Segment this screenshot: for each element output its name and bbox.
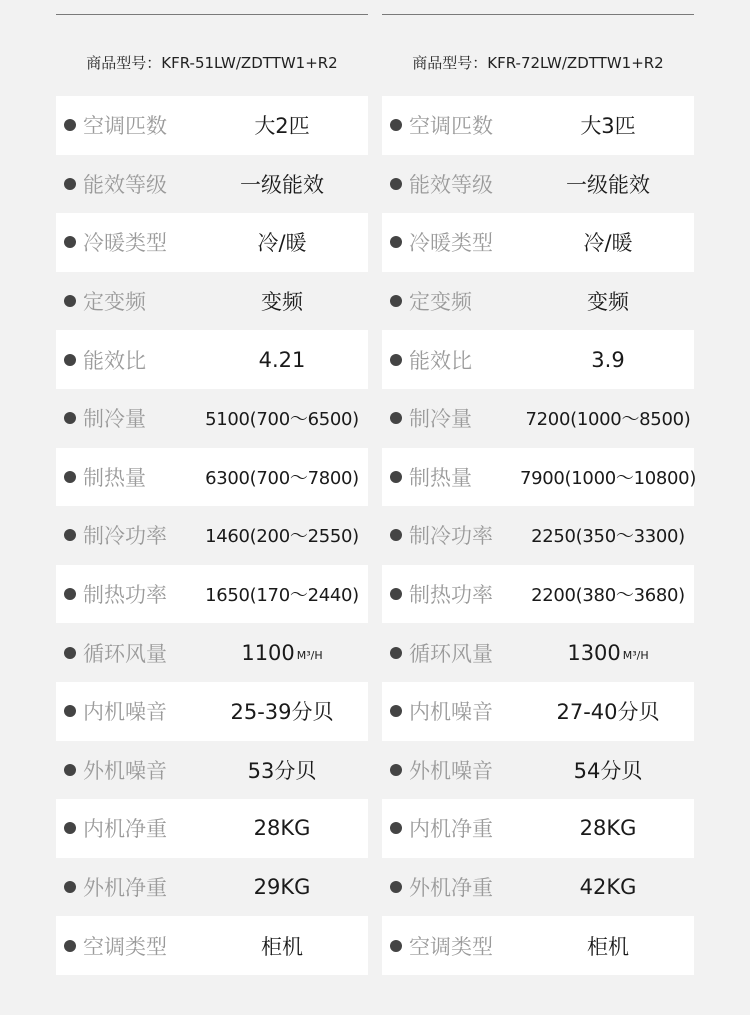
- spec-label: 内机噪音: [83, 700, 167, 725]
- spec-row: [382, 330, 694, 389]
- model-label: 商品型号：: [86, 54, 162, 72]
- spec-label: 空调类型: [409, 934, 493, 959]
- bullet-icon: [64, 588, 76, 600]
- bullet-icon: [64, 178, 76, 190]
- bullet-icon: [390, 529, 402, 541]
- spec-label: 冷暖类型: [83, 231, 167, 256]
- spec-label: 制热量: [83, 465, 146, 490]
- spec-row: [382, 96, 694, 155]
- spec-label: 制热量: [409, 465, 472, 490]
- spec-row: [56, 565, 368, 624]
- bullet-icon: [390, 236, 402, 248]
- spec-label: 制热功率: [83, 583, 167, 608]
- spec-value-text: 1460(200～2550): [205, 526, 359, 548]
- spec-value: [522, 916, 694, 975]
- spec-row: [56, 916, 368, 975]
- spec-value: [522, 506, 694, 565]
- bullet-icon: [64, 412, 76, 424]
- spec-row: [382, 155, 694, 214]
- spec-value-text: 28KG: [579, 816, 637, 841]
- spec-row: [382, 565, 694, 624]
- bullet-icon: [64, 236, 76, 248]
- spec-value: [522, 858, 694, 917]
- spec-value: [196, 389, 368, 448]
- spec-value: [196, 96, 368, 155]
- divider: [56, 14, 368, 15]
- bullet-icon: [64, 940, 76, 952]
- spec-value-text: 7900(1000～10800): [519, 467, 697, 489]
- spec-label: 空调匹数: [83, 114, 167, 139]
- bullet-icon: [64, 647, 76, 659]
- spec-label: 能效等级: [83, 172, 167, 197]
- bullet-icon: [390, 647, 402, 659]
- spec-label: 空调匹数: [409, 114, 493, 139]
- bullet-icon: [390, 940, 402, 952]
- spec-row: [56, 330, 368, 389]
- spec-row: [56, 858, 368, 917]
- spec-label: 制冷功率: [83, 524, 167, 549]
- spec-value: [522, 741, 694, 800]
- spec-label: 循环风量: [83, 641, 167, 666]
- spec-value: [196, 565, 368, 624]
- bullet-icon: [390, 471, 402, 483]
- bullet-icon: [390, 705, 402, 717]
- spec-label: 定变频: [409, 290, 472, 315]
- spec-value-text: 2250(350～3300): [531, 526, 685, 548]
- divider: [382, 14, 694, 15]
- spec-value-text: 3.9: [591, 347, 625, 372]
- spec-row: [56, 799, 368, 858]
- spec-value-text: 大3匹: [580, 114, 636, 139]
- spec-value-text: 42KG: [579, 875, 637, 900]
- model-title: [56, 52, 368, 73]
- spec-row: [382, 916, 694, 975]
- spec-row: [56, 96, 368, 155]
- spec-label: 空调类型: [83, 934, 167, 959]
- bullet-icon: [64, 764, 76, 776]
- spec-label: 外机净重: [83, 876, 167, 901]
- spec-value: [196, 155, 368, 214]
- spec-row: [56, 623, 368, 682]
- bullet-icon: [390, 295, 402, 307]
- spec-table: [382, 96, 697, 975]
- spec-value-text: 27-40分贝: [556, 700, 660, 725]
- spec-unit: M³/H: [622, 649, 649, 663]
- spec-row: [382, 741, 694, 800]
- spec-row: [56, 272, 368, 331]
- bullet-icon: [64, 529, 76, 541]
- spec-value-text: 柜机: [261, 934, 303, 959]
- spec-value-text: 5100(700～6500): [205, 409, 359, 431]
- bullet-icon: [390, 354, 402, 366]
- bullet-icon: [64, 822, 76, 834]
- bullet-icon: [390, 764, 402, 776]
- spec-value: [519, 448, 697, 507]
- spec-table: [56, 96, 368, 975]
- bullet-icon: [390, 881, 402, 893]
- bullet-icon: [64, 881, 76, 893]
- spec-value-text: 一级能效: [566, 172, 650, 197]
- spec-row: [382, 448, 697, 507]
- spec-value-text: 54分贝: [573, 758, 643, 783]
- spec-value: [522, 623, 694, 682]
- spec-label: 外机噪音: [409, 758, 493, 783]
- spec-label: 内机净重: [83, 817, 167, 842]
- spec-value: [522, 96, 694, 155]
- spec-label: 制冷量: [409, 407, 472, 432]
- spec-label: 能效比: [83, 348, 146, 373]
- spec-label: 内机净重: [409, 817, 493, 842]
- spec-value-text: 变频: [587, 290, 629, 315]
- spec-value-text: 一级能效: [240, 172, 324, 197]
- spec-value-text: 1100: [241, 640, 295, 665]
- spec-row: [382, 799, 694, 858]
- spec-row: [56, 506, 368, 565]
- spec-label: 制冷功率: [409, 524, 493, 549]
- spec-value: [522, 155, 694, 214]
- spec-row: [56, 448, 368, 507]
- spec-value-text: 7200(1000～8500): [525, 409, 691, 431]
- spec-row: [382, 389, 694, 448]
- spec-row: [56, 389, 368, 448]
- spec-value: [522, 682, 694, 741]
- spec-value: [196, 682, 368, 741]
- spec-label: 冷暖类型: [409, 231, 493, 256]
- spec-value: [522, 389, 694, 448]
- spec-row: [56, 682, 368, 741]
- model-number: KFR-51LW/ZDTTW1+R2: [161, 54, 338, 72]
- spec-value: [196, 213, 368, 272]
- spec-row: [382, 623, 694, 682]
- spec-value: [196, 448, 368, 507]
- spec-row: [56, 741, 368, 800]
- model-label: 商品型号：: [412, 54, 488, 72]
- spec-value-text: 变频: [261, 290, 303, 315]
- spec-value-text: 29KG: [253, 875, 311, 900]
- spec-value: [522, 799, 694, 858]
- bullet-icon: [64, 705, 76, 717]
- spec-value-text: 冷/暖: [257, 231, 307, 256]
- spec-value: [522, 565, 694, 624]
- spec-label: 内机噪音: [409, 700, 493, 725]
- bullet-icon: [64, 295, 76, 307]
- spec-row: [382, 682, 694, 741]
- spec-label: 定变频: [83, 290, 146, 315]
- spec-label: 循环风量: [409, 641, 493, 666]
- spec-label: 能效等级: [409, 172, 493, 197]
- bullet-icon: [390, 588, 402, 600]
- spec-row: [382, 272, 694, 331]
- spec-value: [522, 213, 694, 272]
- spec-unit: M³/H: [296, 649, 323, 663]
- spec-value: [196, 330, 368, 389]
- spec-value-text: 大2匹: [254, 114, 310, 139]
- spec-value: [196, 741, 368, 800]
- spec-row: [382, 213, 694, 272]
- spec-label: 外机净重: [409, 876, 493, 901]
- spec-value-text: 1650(170～2440): [205, 585, 359, 607]
- spec-value: [196, 916, 368, 975]
- spec-value: [522, 330, 694, 389]
- spec-value: [196, 799, 368, 858]
- spec-value-text: 1300: [567, 640, 621, 665]
- spec-value-text: 53分贝: [247, 758, 317, 783]
- spec-value: [196, 272, 368, 331]
- model-title: [382, 52, 694, 73]
- spec-value-text: 6300(700～7800): [205, 467, 359, 489]
- spec-value-text: 4.21: [258, 347, 306, 372]
- bullet-icon: [390, 119, 402, 131]
- spec-value: [522, 272, 694, 331]
- spec-row: [382, 858, 694, 917]
- bullet-icon: [390, 822, 402, 834]
- bullet-icon: [390, 178, 402, 190]
- spec-value-text: 25-39分贝: [230, 700, 334, 725]
- model-number: KFR-72LW/ZDTTW1+R2: [487, 54, 664, 72]
- bullet-icon: [64, 471, 76, 483]
- spec-value: [196, 623, 368, 682]
- spec-value-text: 冷/暖: [583, 231, 633, 256]
- spec-value-text: 2200(380～3680): [531, 585, 685, 607]
- spec-value-text: 28KG: [253, 816, 311, 841]
- spec-row: [56, 155, 368, 214]
- bullet-icon: [64, 354, 76, 366]
- spec-value: [196, 506, 368, 565]
- bullet-icon: [390, 412, 402, 424]
- spec-label: 制热功率: [409, 583, 493, 608]
- spec-value: [196, 858, 368, 917]
- spec-label: 外机噪音: [83, 758, 167, 783]
- spec-value-text: 柜机: [587, 934, 629, 959]
- spec-label: 能效比: [409, 348, 472, 373]
- spec-row: [382, 506, 694, 565]
- spec-row: [56, 213, 368, 272]
- bullet-icon: [64, 119, 76, 131]
- spec-label: 制冷量: [83, 407, 146, 432]
